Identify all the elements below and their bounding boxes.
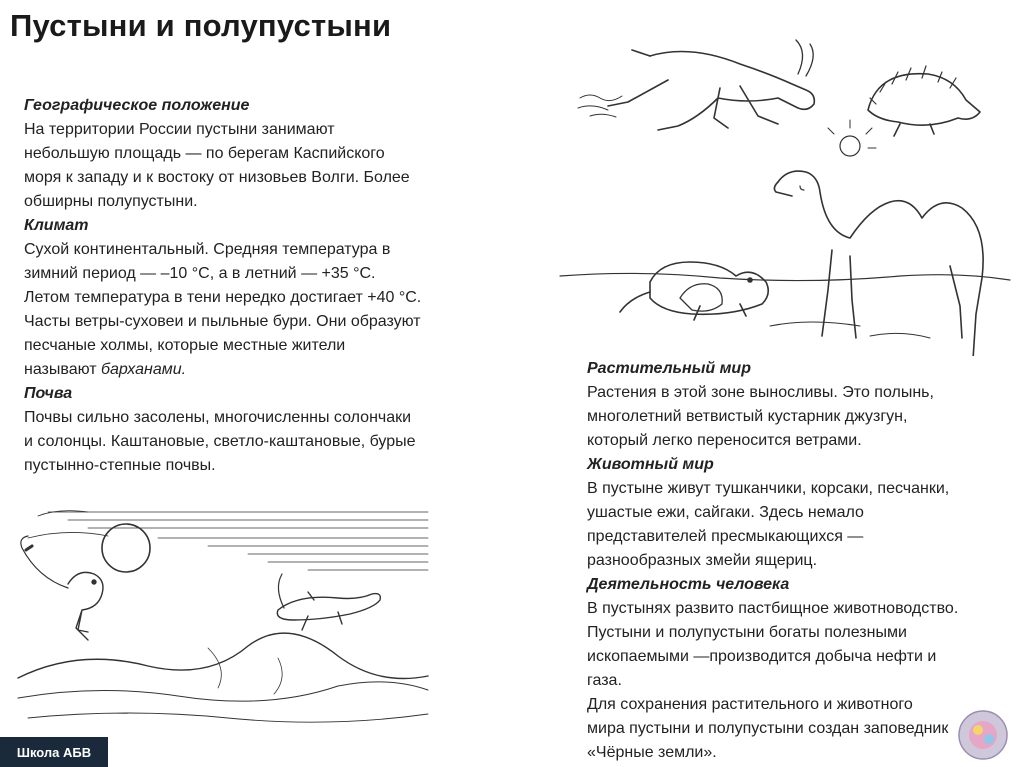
heading-fauna: Животный мир xyxy=(587,456,714,473)
dust-strokes xyxy=(578,95,622,117)
hedgehog-figure xyxy=(868,66,980,136)
sand-strokes xyxy=(770,322,930,338)
sky-hatching xyxy=(28,511,428,570)
heading-soil: Почва xyxy=(24,385,73,402)
left-text-column xyxy=(24,94,494,478)
flora-text: Растения в этой зоне выносливы. Это полынь, многолетний ветвистый кустарник джузгун, который легко переносится ветрами. xyxy=(587,384,934,449)
page-title: Пустыни и полупустыни xyxy=(10,8,392,43)
heading-climate: Климат xyxy=(24,217,89,234)
dunes xyxy=(18,633,428,722)
school-logo-icon xyxy=(956,708,1010,762)
climate-paragraph xyxy=(24,238,494,382)
heading-flora: Растительный мир xyxy=(587,360,751,377)
sun-rays xyxy=(828,120,876,148)
climate-term: барханами. xyxy=(101,361,187,378)
jerboa-figure xyxy=(21,536,103,640)
climate-text: Сухой континентальный. Средняя температура в зимний период — –10 °С, а в летний — +35 °С. Летом температура в тени нередко достигает +40 °С. Часты ветры-суховеи и пыльные бури. Они образуют песчаные холмы, которые местные жители называют xyxy=(24,241,422,378)
sun-icon xyxy=(840,136,860,156)
desert-animals-illustration xyxy=(550,36,1020,356)
right-text-column xyxy=(587,357,1017,765)
rodents-figure xyxy=(620,262,768,320)
soil-text: Почвы сильно засолены, многочисленны солончаки и солонцы. Каштановые, светло-каштановые, бурые пустынно-степные почвы. xyxy=(24,409,416,474)
activity-text: В пустынях развито пастбищное животноводство. Пустыни и полупустыни богаты полезными ископаемыми —производится добыча нефти и газа. Для сохранения растительного и животного мира пустыни и полупустыни создан заповедник «Чёрные земли». xyxy=(587,600,959,761)
desert-landscape-illustration xyxy=(8,498,438,733)
fauna-text: В пустыне живут тушканчики, корсаки, песчанки, ушастые ежи, сайгаки. Здесь немало представителей пресмыкающихся — разнообразных змейи ящериц. xyxy=(587,480,950,569)
saiga-figure xyxy=(608,40,814,130)
school-badge: Школа АБВ xyxy=(0,737,108,767)
ground-line xyxy=(560,273,1010,280)
geography-text: На территории России пустыни занимают небольшую площадь — по берегам Каспийского моря к западу и к востоку от низовьев Волги. Более обширны полупустыни. xyxy=(24,121,410,210)
sun-icon xyxy=(102,524,150,572)
lizard-figure xyxy=(277,574,380,630)
heading-activity: Деятельность человека xyxy=(587,576,790,593)
camel-figure xyxy=(774,171,983,356)
heading-geography: Географическое положение xyxy=(24,97,250,114)
